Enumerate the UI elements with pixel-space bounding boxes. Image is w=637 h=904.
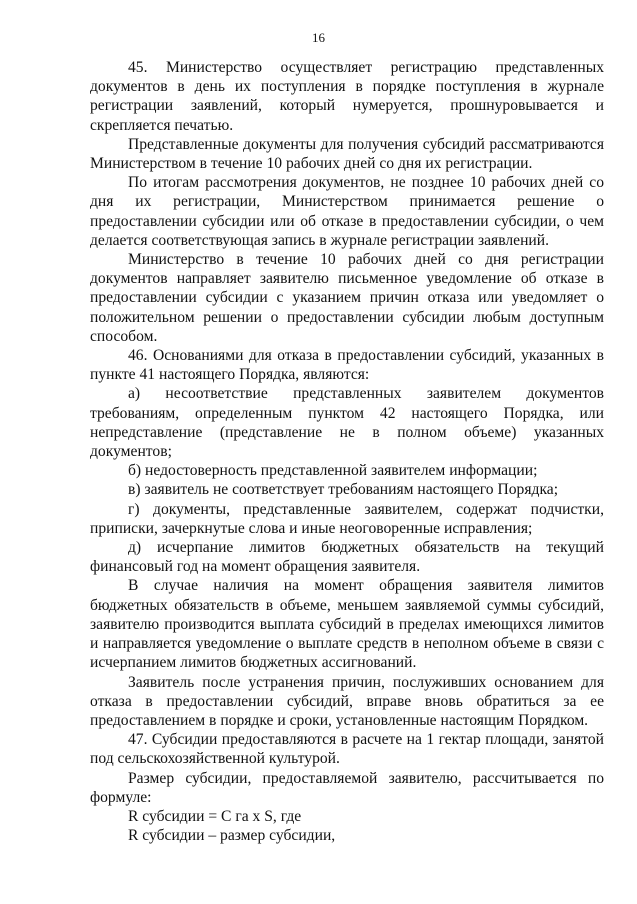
list-item-g: г) документы, представленные заявителем, содержат подчистки, приписки, зачеркнутые слова и иные неоговоренные исправления; (90, 500, 604, 537)
list-item-v: в) заявитель не соответствует требованиям настоящего Порядка; (128, 481, 559, 499)
page-number: 16 (312, 30, 325, 45)
formula-description: R субсидии – размер субсидии, (128, 827, 336, 845)
formula: R субсидии = С га х S, где (128, 807, 302, 825)
paragraph-notification: Министерство в течение 10 рабочих дней со дня регистрации документов направляет заявителю письменное уведомление об отказе в предоставлении субсидии с указанием причин отказа или уведомляет о положительном решении о предоставлении субсидии любым доступным способом. (90, 251, 604, 345)
paragraph-review-period: Представленные документы для получения субсидий рассматриваются Министерством в течение 10 рабочих дней со дня их регистрации. (90, 135, 604, 173)
paragraph-45: 45. Министерство осуществляет регистрацию представленных документов в день их поступления в порядке поступления в журнале регистрации заявлений, который нумеруется, прошнуровывается и скрепляется печатью. (90, 59, 604, 134)
paragraph-formula-intro: Размер субсидии, предоставляемой заявителю, рассчитывается по формуле: (90, 769, 604, 806)
paragraph-decision: По итогам рассмотрения документов, не позднее 10 рабочих дней со дня их регистрации, Министерством принимается решение о предоставлении субсидии или об отказе в предоставлении субсидии, о чем делается соответствующая запись в журнале регистрации заявлений. (90, 174, 604, 249)
paragraph-46: 46. Основаниями для отказа в предоставлении субсидий, указанных в пункте 41 настоящего Порядка, являются: (90, 347, 604, 384)
list-item-d: д) исчерпание лимитов бюджетных обязательств на текущий финансовый год на момент обращения заявителя. (90, 539, 604, 576)
paragraph-47: 47. Субсидии предоставляются в расчете на 1 гектар площади, занятой под сельскохозяйственной культурой. (90, 731, 604, 768)
paragraph-limits: В случае наличия на момент обращения заявителя лимитов бюджетных обязательств в объеме, меньшем заявляемой суммы субсидий, заявителю производится выплата субсидий в пределах имеющихся лимитов и направляется уведомление о выплате средств в неполном объеме в связи с исчерпанием лимитов бюджетных ассигнований. (90, 577, 604, 672)
paragraph-reapply: Заявитель после устранения причин, послуживших основанием для отказа в предоставлении субсидий, вправе вновь обратиться за ее предоставлением в порядке и сроки, установленные настоящим Порядком. (90, 673, 604, 729)
document-body (90, 58, 604, 845)
list-item-a: а) несоответствие представленных заявителем документов требованиям, определенным пунктом 42 настоящего Порядка, или непредставление (представление не в полном объеме) указанных документов; (90, 385, 604, 461)
list-item-b: б) недостоверность представленной заявителем информации; (128, 462, 538, 480)
